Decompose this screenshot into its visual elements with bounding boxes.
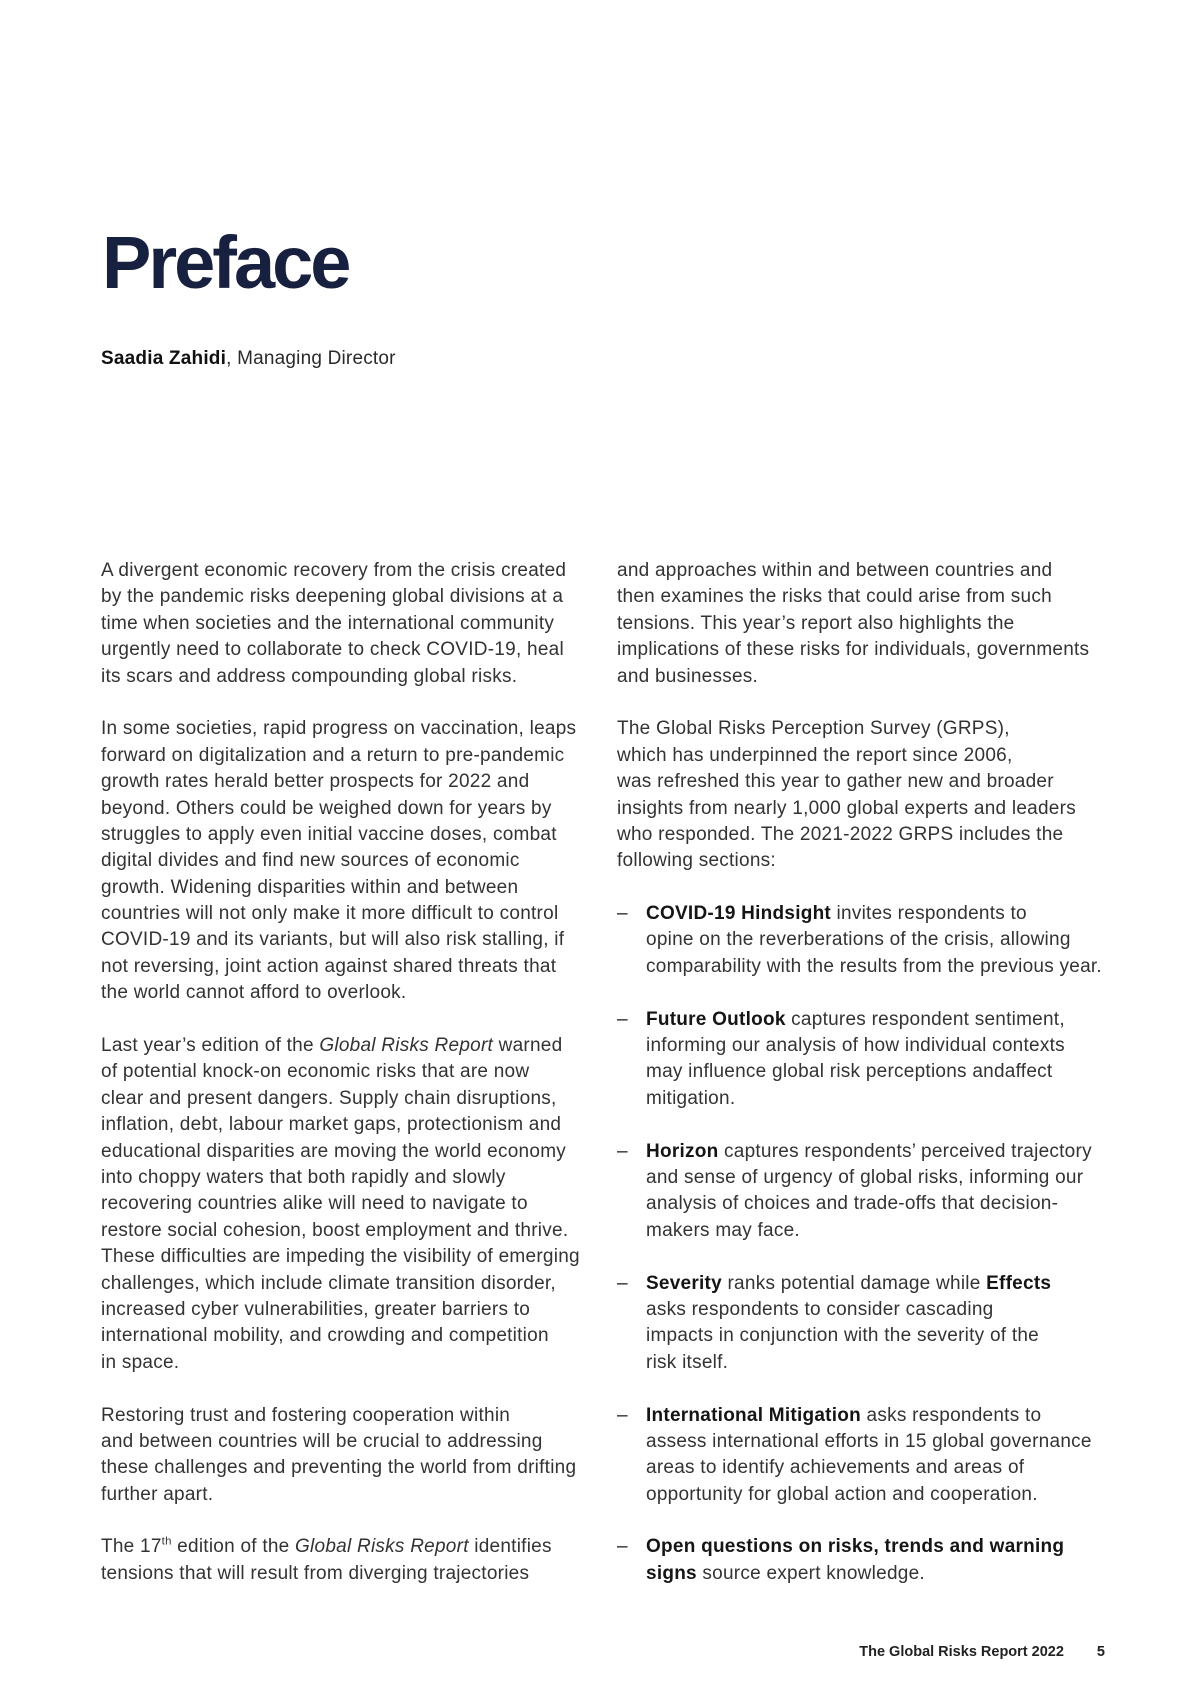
body-line: not reversing, joint action against shared threats that [101, 955, 557, 977]
body-line [646, 1561, 1117, 1587]
body-line: impacts in conjunction with the severity of the [646, 1325, 1039, 1347]
body-line: analysis of choices and trade-offs that decision- [646, 1193, 1059, 1215]
body-line: opine on the reverberations of the crisis, allowing [646, 929, 1071, 951]
text-run: edition of the [171, 1536, 296, 1558]
body-line: which has underpinned the report since 2006, [617, 744, 1013, 766]
report-title-italic: Global Risks Report [295, 1536, 469, 1558]
body-line [646, 1007, 1117, 1033]
body-line: risk itself. [646, 1351, 729, 1373]
section-term: International Mitigation [646, 1404, 861, 1426]
body-line [101, 1033, 591, 1059]
body-line: and businesses. [617, 665, 759, 687]
section-term: signs [646, 1562, 697, 1584]
body-line: the world cannot afford to overlook. [101, 982, 407, 1004]
body-line: who responded. The 2021-2022 GRPS includes the [617, 823, 1064, 845]
paragraph [101, 1403, 591, 1509]
body-line: These difficulties are impeding the visibility of emerging [101, 1246, 580, 1268]
body-line: areas to identify achievements and areas of [646, 1457, 1025, 1479]
body-line: then examines the risks that could arise from such [617, 586, 1052, 608]
body-line: growth rates herald better prospects for 2022 and [101, 771, 530, 793]
body-line: insights from nearly 1,000 global experts and leaders [617, 797, 1076, 819]
body-line: asks respondents to consider cascading [646, 1298, 994, 1320]
body-line: challenges, which include climate transition disorder, [101, 1272, 556, 1294]
text-run: captures respondents’ perceived trajectory [718, 1140, 1092, 1162]
report-title-italic: Global Risks Report [319, 1035, 494, 1057]
body-line: restore social cohesion, boost employment and thrive. [101, 1219, 569, 1241]
body-line: inflation, debt, labour market gaps, protectionism and [101, 1114, 562, 1136]
section-list-item [617, 1271, 1117, 1377]
body-line: educational disparities are moving the world economy [101, 1140, 567, 1162]
section-list-item [617, 1139, 1117, 1245]
section-term: COVID-19 Hindsight [646, 903, 832, 925]
paragraph [101, 558, 591, 690]
section-term: Severity [646, 1272, 722, 1294]
body-line [646, 1139, 1117, 1165]
body-line [646, 1403, 1117, 1429]
paragraph [617, 716, 1117, 874]
body-line: In some societies, rapid progress on vaccination, leaps [101, 718, 577, 740]
body-line: A divergent economic recovery from the crisis created [101, 560, 567, 581]
section-term: Horizon [646, 1140, 719, 1162]
section-term: Future Outlook [646, 1008, 786, 1030]
body-line: urgently need to collaborate to check COVID-19, heal [101, 639, 564, 661]
page-title: Preface [102, 221, 349, 304]
body-line: assess international efforts in 15 global governance [646, 1430, 1092, 1452]
body-line: comparability with the results from the previous year. [646, 955, 1102, 977]
text-run: warned [493, 1035, 563, 1057]
list-bullet: – [617, 903, 628, 925]
body-line: Restoring trust and fostering cooperation within [101, 1404, 511, 1426]
author-separator: , [226, 348, 238, 369]
author-line [101, 346, 396, 372]
text-run: asks respondents to [861, 1404, 1042, 1426]
body-line: implications of these risks for individuals, governments [617, 639, 1090, 661]
body-line: time when societies and the international community [101, 612, 555, 634]
body-line: mitigation. [646, 1087, 736, 1109]
text-run: The 17 [101, 1536, 162, 1558]
body-line: in space. [101, 1351, 180, 1373]
section-list-item [617, 901, 1117, 980]
body-line: following sections: [617, 850, 776, 872]
section-term: Effects [986, 1272, 1052, 1294]
body-line: informing our analysis of how individual contexts [646, 1035, 1065, 1057]
left-column [101, 558, 591, 1614]
body-line: by the pandemic risks deepening global divisions at a [101, 586, 564, 608]
paragraph [101, 1033, 591, 1376]
footer-report-title: The Global Risks Report 2022 [859, 1644, 1064, 1660]
text-run: captures respondent sentiment, [785, 1008, 1065, 1030]
right-column [617, 558, 1117, 1614]
paragraph [101, 716, 591, 1006]
body-line: tensions. This year’s report also highlights the [617, 612, 1015, 634]
body-line [646, 1271, 1117, 1297]
body-line: further apart. [101, 1483, 214, 1505]
body-line: makers may face. [646, 1219, 800, 1241]
body-line: these challenges and preventing the world from drifting [101, 1457, 577, 1479]
author-role: Managing Director [237, 348, 396, 369]
body-line: its scars and address compounding global risks. [101, 665, 518, 687]
body-line: forward on digitalization and a return to pre-pandemic [101, 744, 565, 766]
body-line: COVID-19 and its variants, but will also risk stalling, if [101, 929, 565, 951]
list-bullet: – [617, 1272, 628, 1294]
body-line: countries will not only make it more difficult to control [101, 903, 559, 925]
body-line: increased cyber vulnerabilities, greater barriers to [101, 1298, 531, 1320]
section-list-item [617, 1534, 1117, 1587]
page-footer [859, 1642, 1105, 1662]
body-line: The Global Risks Perception Survey (GRPS), [617, 718, 1010, 740]
list-bullet: – [617, 1404, 628, 1426]
paragraph [101, 1534, 591, 1587]
body-line: international mobility, and crowding and competition [101, 1325, 549, 1347]
body-line [646, 1534, 1117, 1560]
page-number: 5 [1096, 1644, 1105, 1660]
body-line: into choppy waters that both rapidly and slowly [101, 1166, 506, 1188]
text-run: ranks potential damage while [721, 1272, 987, 1294]
section-term: Open questions on risks, trends and warning [646, 1536, 1065, 1558]
body-line: tensions that will result from diverging trajectories [101, 1562, 530, 1584]
body-line: recovering countries alike will need to navigate to [101, 1193, 528, 1215]
text-run: Last year’s edition of the [101, 1035, 320, 1057]
body-line: growth. Widening disparities within and between [101, 876, 519, 898]
body-line: clear and present dangers. Supply chain disruptions, [101, 1087, 557, 1109]
body-line: beyond. Others could be weighed down for years by [101, 797, 552, 819]
body-line: was refreshed this year to gather new and broader [617, 771, 1054, 793]
text-run: identifies [468, 1536, 552, 1558]
list-bullet: – [617, 1536, 628, 1558]
text-run: source expert knowledge. [696, 1562, 925, 1584]
body-line: and approaches within and between countries and [617, 560, 1053, 581]
body-line: and sense of urgency of global risks, informing our [646, 1166, 1084, 1188]
text-run: invites respondents to [831, 903, 1027, 925]
body-line: opportunity for global action and cooperation. [646, 1483, 1038, 1505]
list-bullet: – [617, 1140, 628, 1162]
body-line: may influence global risk perceptions andaffect [646, 1061, 1053, 1083]
ordinal-superscript: th [161, 1536, 172, 1549]
body-line: digital divides and find new sources of economic [101, 850, 520, 872]
body-line [101, 1534, 591, 1560]
paragraph [617, 558, 1117, 690]
author-name: Saadia Zahidi [101, 348, 227, 369]
section-list-item [617, 1403, 1117, 1509]
list-bullet: – [617, 1008, 628, 1030]
body-line: of potential knock-on economic risks that are now [101, 1061, 530, 1083]
body-line: and between countries will be crucial to addressing [101, 1430, 543, 1452]
section-list-item [617, 1007, 1117, 1113]
body-line [646, 901, 1117, 927]
body-line: struggles to apply even initial vaccine doses, combat [101, 823, 557, 845]
